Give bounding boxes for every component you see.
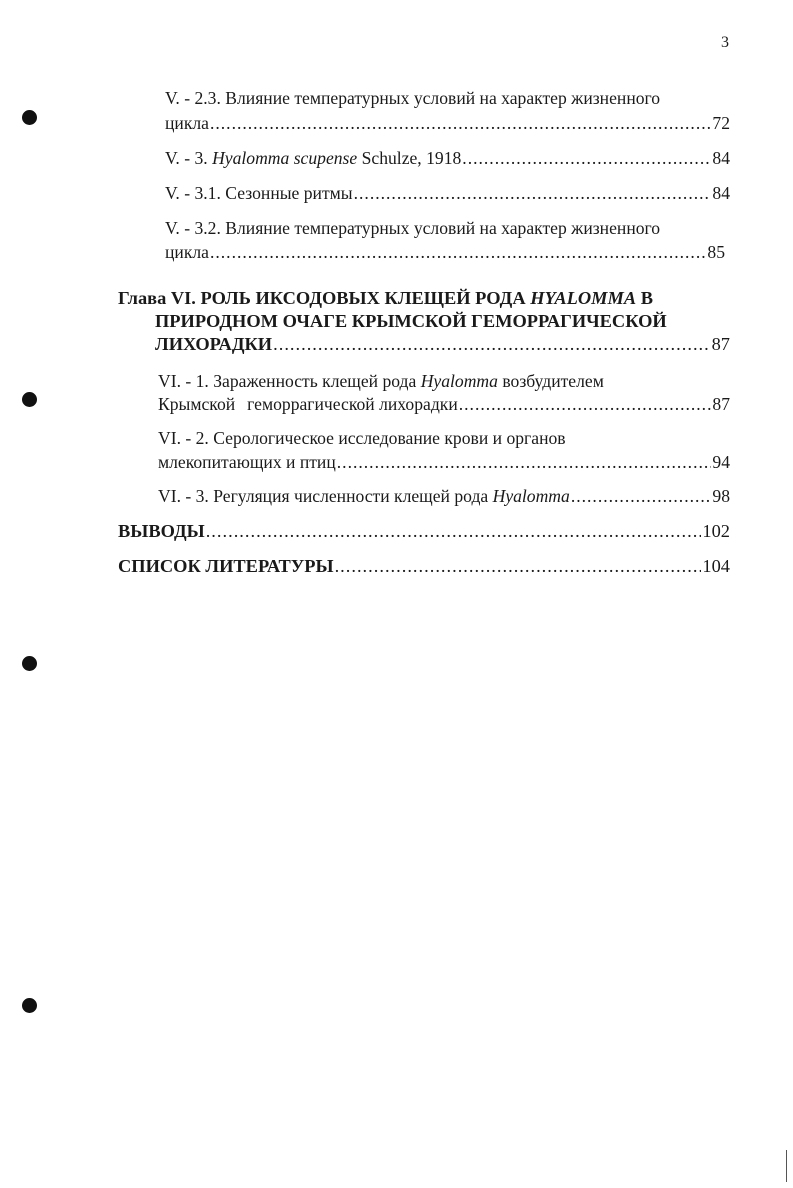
chapter-6-heading-line3: ЛИХОРАДКИ ..... 87	[155, 334, 730, 354]
toc-entry-v-2-3-line1: V. - 2.3. Влияние температурных условий на характер жизненного	[165, 88, 661, 108]
toc-entry-references: СПИСОК ЛИТЕРАТУРЫ ..... 104	[118, 556, 730, 576]
dot-leader	[206, 521, 702, 541]
toc-entry-vi-1-line2: Крымской геморрагической лихорадки ..... 87	[158, 394, 730, 414]
genus-name: HYALOMMA	[530, 288, 637, 308]
toc-page-number: 104	[702, 556, 730, 576]
dot-leader	[571, 486, 712, 506]
chapter-6-heading-line2: ПРИРОДНОМ ОЧАГЕ КРЫМСКОЙ ГЕМОРРАГИЧЕСКОЙ	[155, 311, 667, 331]
scan-edge-mark	[786, 1150, 787, 1182]
chapter-6-heading-line1: Глава VI. РОЛЬ ИКСОДОВЫХ КЛЕЩЕЙ РОДА HYALOMMA В	[118, 288, 654, 308]
toc-entry-vi-1-line1: VI. - 1. Зараженность клещей рода Hyalomma возбудителем	[158, 371, 604, 391]
dot-leader	[335, 556, 702, 576]
toc-page-number: 85	[707, 242, 725, 262]
dot-leader	[337, 452, 712, 472]
toc-entry-vi-2-line2: млекопитающих и птиц ..... 94	[158, 452, 730, 472]
toc-entry-vi-3: VI. - 3. Регуляция численности клещей рода Hyalomma ..... 98	[158, 486, 730, 506]
dot-leader	[459, 394, 712, 414]
toc-page-number: 98	[712, 486, 730, 506]
toc-entry-v-2-3-line2: цикла ..... 72	[165, 113, 730, 133]
binder-hole-1	[22, 110, 37, 125]
binder-hole-4	[22, 998, 37, 1013]
toc-page-number: 84	[712, 148, 730, 168]
genus-name: Hyalomma	[420, 371, 498, 391]
toc-page-number: 94	[712, 452, 730, 472]
page-number: 3	[721, 34, 729, 51]
toc-entry-v-3-2-line1: V. - 3.2. Влияние температурных условий на характер жизненного	[165, 218, 661, 238]
dot-leader	[354, 183, 712, 203]
toc-page-number: 87	[712, 394, 730, 414]
toc-page-number: 72	[712, 113, 730, 133]
toc-entry-v-3-2-line2: цикла ..... 85	[165, 242, 725, 262]
genus-name: Hyalomma	[492, 486, 570, 506]
toc-entry-vi-2-line1: VI. - 2. Серологическое исследование крови и органов	[158, 428, 566, 448]
dot-leader	[462, 148, 711, 168]
toc-page-number: 102	[702, 521, 730, 541]
dot-leader	[273, 334, 710, 354]
toc-page-number: 87	[711, 334, 730, 354]
dot-leader	[210, 242, 706, 262]
binder-hole-2	[22, 392, 37, 407]
toc-entry-v-3: V. - 3. Hyalomma scupense Schulze, 1918 ..... 84	[165, 148, 730, 168]
binder-hole-3	[22, 656, 37, 671]
toc-entry-conclusions: ВЫВОДЫ ..... 102	[118, 521, 730, 541]
toc-page-number: 84	[712, 183, 730, 203]
species-name: Hyalomma scupense	[212, 148, 358, 168]
dot-leader	[210, 113, 711, 133]
toc-entry-v-3-1: V. - 3.1. Сезонные ритмы ..... 84	[165, 183, 730, 203]
